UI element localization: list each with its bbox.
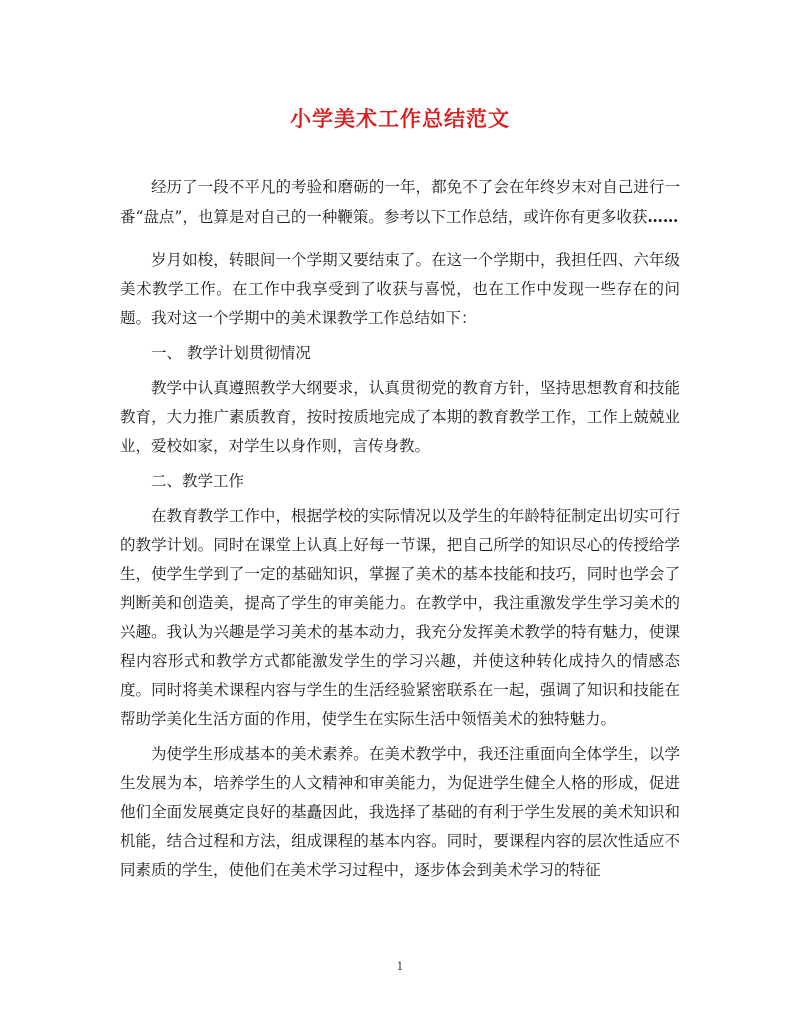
paragraph-plan: 教学中认真遵照教学大纲要求，认真贯彻党的教育方针，坚持思想教育和技能教育，大力推广素质教育，按时按质地完成了本期的教育教学工作，工作上兢兢业业，爱校如家，对学生以身作则，言传身教。 — [120, 379, 680, 455]
paragraph-literacy: 为使学生形成基本的美术素养。在美术教学中，我还注重面向全体学生，以学生发展为本，培养学生的人文精神和审美能力，为促进学生健全人格的形成，促进他们全面发展奠定良好的基矗因此，我选择了基础的有利于学生发展的美术知识和机能，结合过程和方法，组成课程的基本内容。同时，要课程内容的层次性适应不同素质的学生，使他们在美术学习过程中，逐步体会到美术学习的特征 — [120, 745, 680, 879]
section-heading-teaching: 二、教学工作 — [151, 472, 245, 490]
paragraph-teaching: 在教育教学工作中，根据学校的实际情况以及学生的年龄特征制定出切实可行的教学计划。同时在课堂上认真上好每一节课，把自己所学的知识尽心的传授给学生，使学生学到了一定的基础知识，掌握了美术的基本技能和技巧，同时也学会了判断美和创造美，提高了学生的审美能力。在教学中，我注重激发学生学习美术的兴趣。我认为兴趣是学习美术的基本动力，我充分发挥美术教学的特有魅力，使课程内容形式和教学方式都能激发学生的学习兴趣，并使这种转化成持久的情感态度。同时将美术课程内容与学生的生活经验紧密联系在一起，强调了知识和技能在帮助学美化生活方面的作用，使学生在实际生活中领悟美术的独特魅力。 — [120, 507, 680, 728]
intro-ellipsis: …… — [647, 207, 679, 226]
page-number: 1 — [396, 960, 404, 973]
intro-text: 经历了一段不平凡的考验和磨砺的一年，都免不了会在年终岁末对自己进行一番“盘点”，也算是对自己的一种鞭策。参考以下工作总结，或许你有更多收获 — [120, 178, 680, 226]
document-body — [120, 173, 680, 891]
section-heading-plan: 一、 教学计划贯彻情况 — [151, 344, 311, 362]
document-title: 小学美术工作总结范文 — [290, 106, 510, 131]
paragraph-opening: 岁月如梭，转眼间一个学期又要结束了。在这一个学期中，我担任四、六年级美术教学工作。在工作中我享受到了收获与喜悦，也在工作中发现一些存在的问题。我对这一个学期中的美术课教学工作总结如下： — [120, 251, 680, 327]
intro-paragraph — [120, 173, 680, 232]
